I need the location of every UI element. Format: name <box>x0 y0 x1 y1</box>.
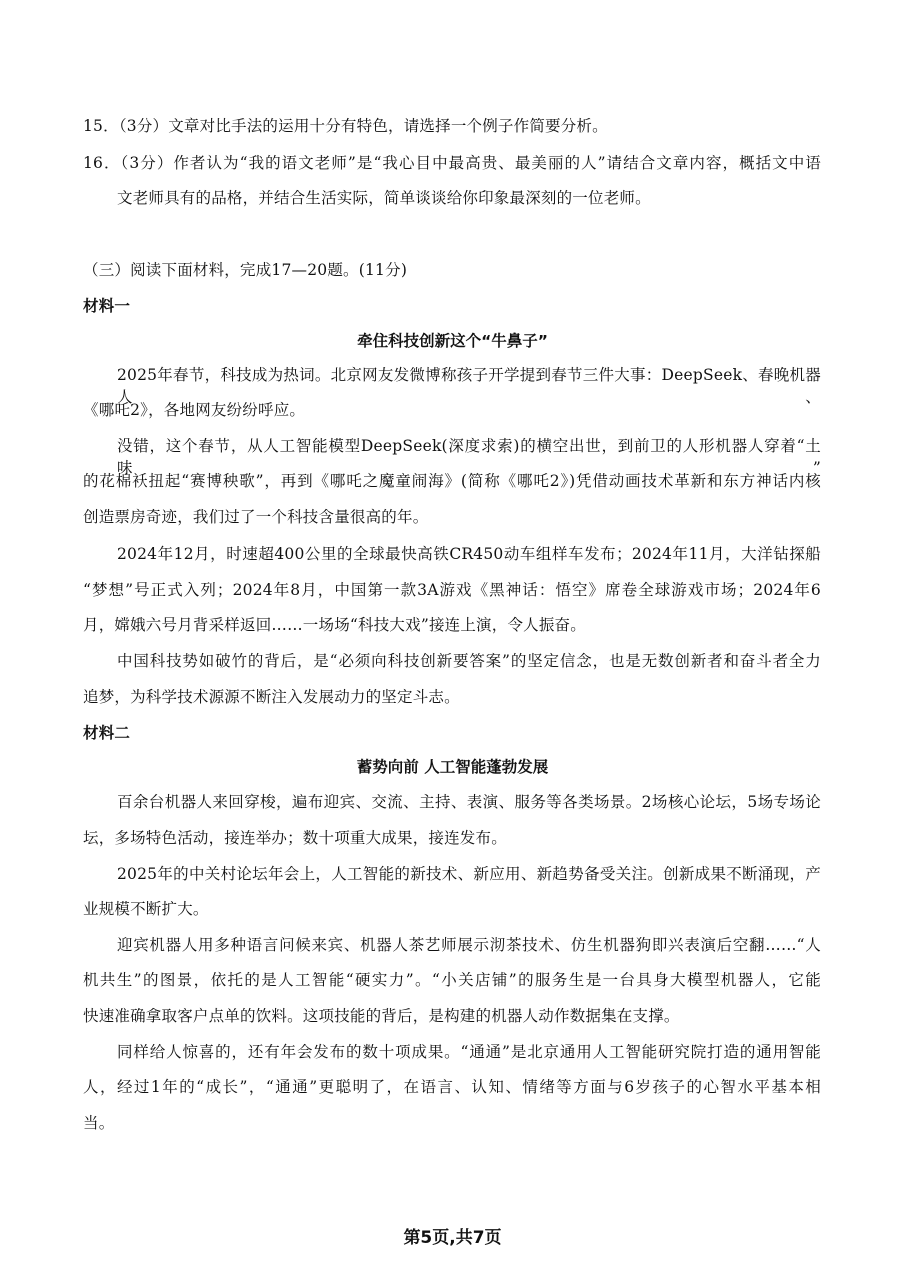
material-2-paragraph-3-line-3: 快速准确拿取客户点单的饮料。这项技能的背后，是构建的机器人动作数据集在支撑。 <box>83 1007 680 1025</box>
material-1-paragraph-3-line-2: “梦想”号正式入列；2024年8月，中国第一款3A游戏《黑神话：悟空》席卷全球游戏市场；2024年6 <box>83 581 821 599</box>
material-1-paragraph-2-line-3: 创造票房奇迹，我们过了一个科技含量很高的年。 <box>83 508 429 526</box>
question-15: 15．（3分）文章对比手法的运用十分有特色，请选择一个例子作简要分析。 <box>83 117 608 135</box>
question-16-line-2: 文老师具有的品格，并结合生活实际，简单谈谈给你印象最深刻的一位老师。 <box>117 189 651 207</box>
material-2-paragraph-2-line-1: 2025年的中关村论坛年会上，人工智能的新技术、新应用、新趋势备受关注。创新成果不断涌现，产 <box>117 865 821 883</box>
material-1-title: 牵住科技创新这个“牛鼻子” <box>357 332 548 350</box>
material-2-title: 蓄势向前 人工智能蓬勃发展 <box>356 758 549 776</box>
material-2-paragraph-3-line-1: 迎宾机器人用多种语言问候来宾、机器人茶艺师展示沏茶技术、仿生机器狗即兴表演后空翻……“人 <box>117 936 821 954</box>
material-1-paragraph-3-line-3: 月，嫦娥六号月背采样返回……一场场“科技大戏”接连上演，令人振奋。 <box>83 616 586 634</box>
material-1-paragraph-3-line-1: 2024年12月，时速超400公里的全球最快高铁CR450动车组样车发布；2024年11月，大洋钻探船 <box>117 545 821 563</box>
material-1-paragraph-2-line-1: 没错，这个春节，从人工智能模型DeepSeek(深度求索)的横空出世，到前卫的人形机器人穿着“土味” <box>117 437 821 477</box>
material-1-paragraph-1-line-2: 《哪吒2》，各地网友纷纷呼应。 <box>83 401 306 419</box>
page-number: 第5页,共7页 <box>403 1228 502 1248</box>
material-1-paragraph-1-line-1: 2025年春节，科技成为热词。北京网友发微博称孩子开学提到春节三件大事：DeepSeek、春晚机器人、 <box>117 366 821 406</box>
material-1-paragraph-2-line-2: 的花棉袄扭起“赛博秧歌”，再到《哪吒之魔童闹海》(简称《哪吒2》)凭借动画技术革新和东方神话内核 <box>83 472 821 490</box>
material-2-paragraph-1-line-2: 坛，多场特色活动，接连举办；数十项重大成果，接连发布。 <box>83 829 507 847</box>
material-2-paragraph-3-line-2: 机共生”的图景，依托的是人工智能“硬实力”。“小关店铺”的服务生是一台具身大模型机器人，它能 <box>83 971 821 989</box>
material-1-paragraph-4-line-2: 追梦，为科学技术源源不断注入发展动力的坚定斗志。 <box>83 688 460 706</box>
question-16-line-1: 16．（3分）作者认为“我的语文老师”是“我心目中最高贵、最美丽的人”请结合文章内容，概括文中语 <box>83 154 821 172</box>
material-2-paragraph-4-line-2: 人，经过1年的“成长”，“通通”更聪明了，在语言、认知、情绪等方面与6岁孩子的心智水平基本相 <box>83 1078 821 1096</box>
material-2-paragraph-4-line-3: 当。 <box>83 1114 115 1132</box>
material-1-paragraph-4-line-1: 中国科技势如破竹的背后，是“必须向科技创新要答案”的坚定信念，也是无数创新者和奋斗者全力 <box>117 652 821 670</box>
material-2-label: 材料二 <box>83 724 131 742</box>
material-1-label: 材料一 <box>83 297 131 315</box>
material-2-paragraph-4-line-1: 同样给人惊喜的，还有年会发布的数十项成果。“通通”是北京通用人工智能研究院打造的通用智能 <box>117 1043 821 1061</box>
section-3-instruction: （三）阅读下面材料，完成17—20题。(11分) <box>83 261 408 279</box>
material-2-paragraph-1-line-1: 百余台机器人来回穿梭，遍布迎宾、交流、主持、表演、服务等各类场景。2场核心论坛，5场专场论 <box>117 793 821 811</box>
material-2-paragraph-2-line-2: 业规模不断扩大。 <box>83 900 209 918</box>
